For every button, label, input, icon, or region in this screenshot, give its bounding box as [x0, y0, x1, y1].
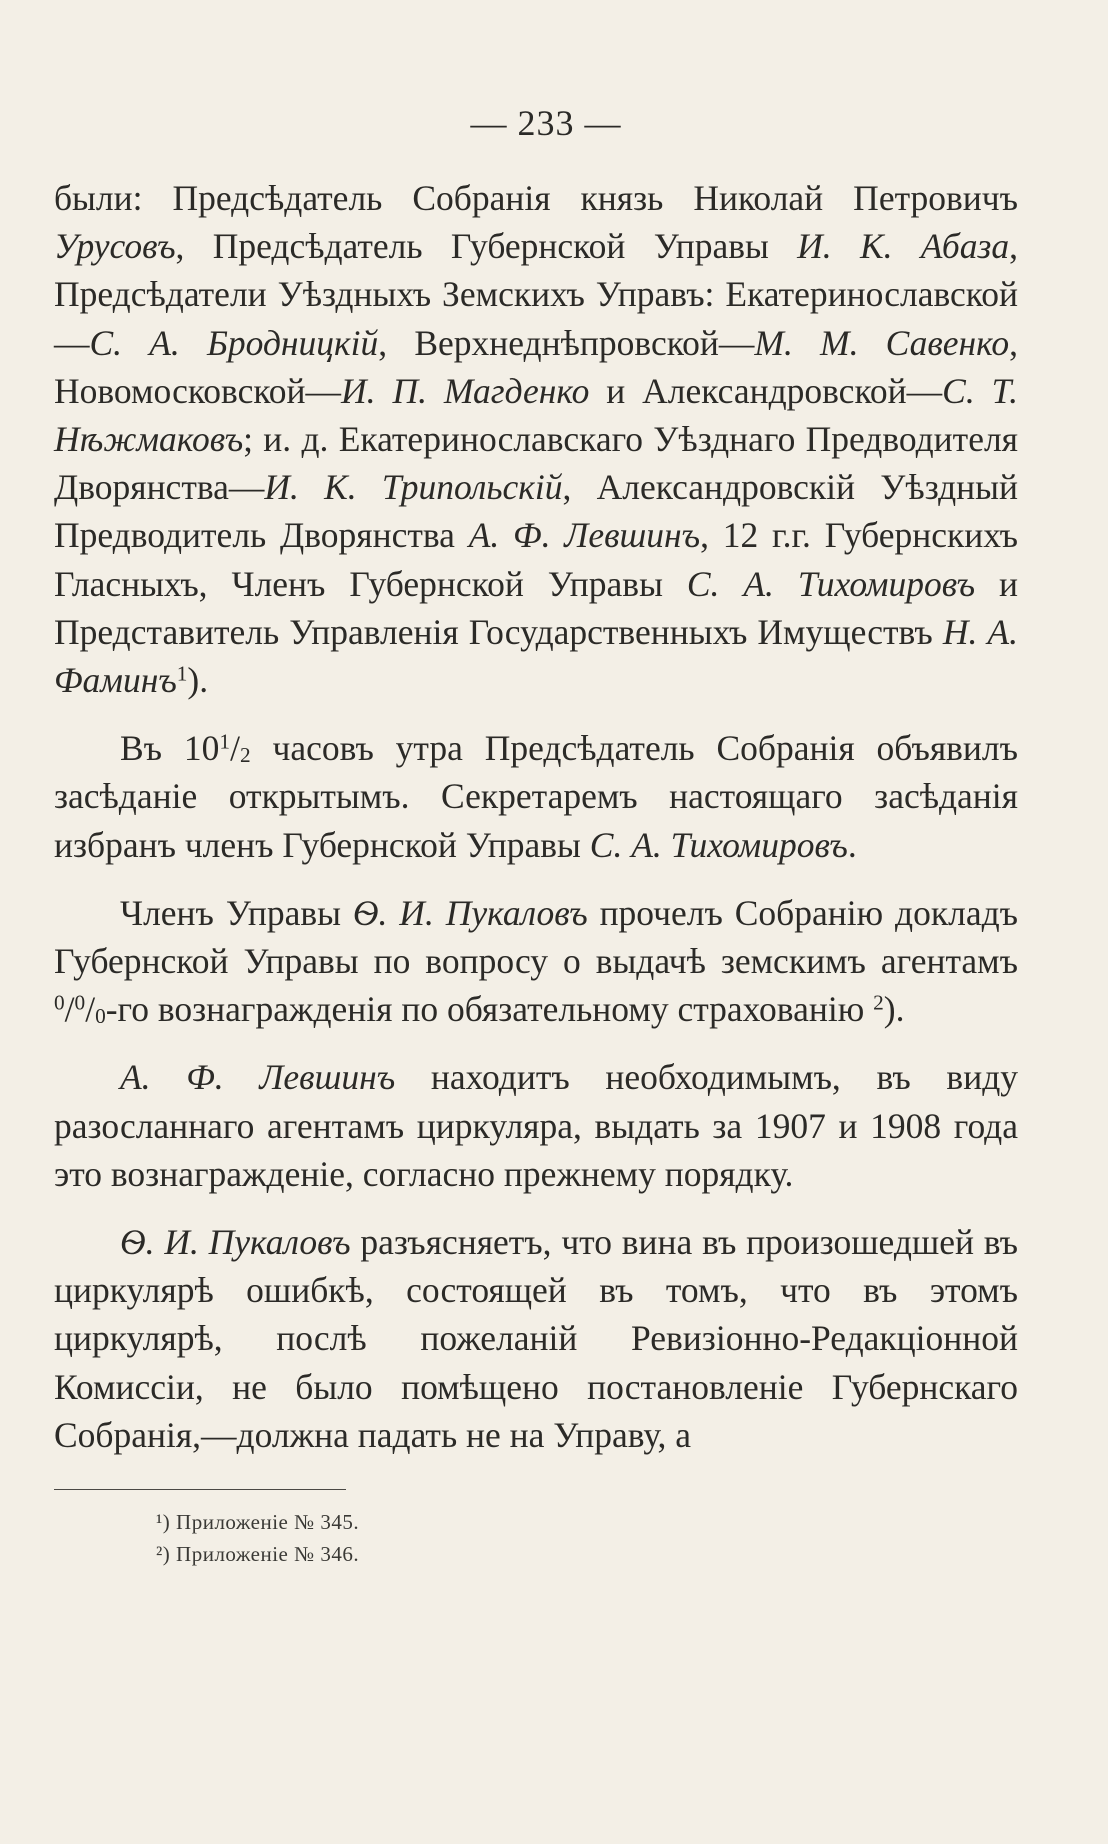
paragraph-report	[54, 889, 1018, 1034]
fraction-slash: /	[230, 728, 240, 769]
person-name: А. Ф. Левшинъ	[120, 1057, 396, 1098]
percent-sign-part: 0	[95, 1004, 106, 1029]
person-name: Ѳ. И. Пукаловъ	[120, 1222, 351, 1263]
person-name: С. А. Тихомировъ	[686, 563, 976, 604]
paragraph-levshin	[54, 1053, 1018, 1198]
footnote-ref-2[interactable]: 2	[873, 990, 884, 1015]
footnote-ref-1[interactable]: 1	[176, 661, 188, 686]
footnote-2	[54, 1538, 1018, 1570]
text: , Предсѣдатель Губернской Управы	[175, 226, 798, 267]
text: и Александровской—	[589, 370, 943, 411]
text: , 12 г.г. Губернскихъ Гласныхъ, Членъ Губернской Управы	[54, 515, 1019, 604]
footnote-text: Приложеніе № 346.	[176, 1542, 360, 1567]
percent-sign-part: /	[85, 989, 96, 1030]
text: , Предсѣдатели Уѣздныхъ Земскихъ Управъ: Екатеринославской—	[54, 226, 1018, 363]
fraction-denominator: 2	[239, 743, 251, 768]
text: .	[847, 824, 857, 865]
paragraph-attendees	[54, 174, 1018, 704]
person-name: С. Т. Нѣжмаковъ	[54, 370, 1018, 460]
person-name: Урусовъ	[54, 226, 176, 267]
person-name: С. А. Бродницкій	[89, 322, 379, 363]
text: часовъ утра Предсѣдатель Собранія объявилъ засѣданіе открытымъ. Секретаремъ настоящаго засѣданія избранъ членъ Губернской Управы	[54, 728, 1018, 865]
person-name: С. А. Тихомировъ	[589, 824, 848, 865]
footnotes	[54, 1506, 1018, 1570]
person-name: М. М. Савенко	[754, 322, 1010, 363]
text: , Верхнеднѣпровской—	[378, 322, 755, 363]
text: находитъ необходимымъ, въ виду разосланнаго агентамъ циркуляра, выдать за 1907 и 1908 года это вознагражденіе, согласно прежнему порядку.	[54, 1057, 1019, 1194]
percent-sign-part: 0	[74, 990, 86, 1015]
text: прочелъ Собранію докладъ Губернской Управы по вопросу о выдачѣ земскимъ агентамъ	[54, 892, 1018, 982]
paragraph-opening	[54, 724, 1018, 869]
text: и Представитель Управленія Государственныхъ Имуществъ	[54, 563, 1019, 652]
person-name: Ѳ. И. Пукаловъ	[352, 892, 588, 933]
person-name: И. К. Трипольскій	[264, 467, 563, 508]
text: ; и. д. Екатеринославскаго Уѣзднаго Предводителя Дворянства—	[54, 419, 1018, 508]
footnote-text: Приложеніе № 345.	[176, 1510, 360, 1535]
percent-sign-part: 0	[54, 990, 65, 1015]
footnote-mark: ¹)	[156, 1510, 171, 1535]
fraction-numerator: 1	[219, 729, 231, 754]
footnote-1	[54, 1506, 1018, 1538]
text: разъясняетъ, что вина въ произошедшей въ циркулярѣ ошибкѣ, состоящей въ томъ, что въ этомъ циркулярѣ, послѣ пожеланій Ревизіонно-Редакціонной Комиссіи, не было помѣщено постановленіе Губернскаго Собранія,—должна падать не на Управу, а	[54, 1222, 1019, 1455]
percent-sign-part: /	[64, 989, 75, 1030]
paragraph-pukalov	[54, 1218, 1018, 1459]
footnote-divider	[54, 1489, 346, 1490]
text: Членъ Управы	[120, 892, 353, 933]
person-name: А. Ф. Левшинъ	[468, 515, 701, 556]
person-name: И. П. Магденко	[341, 370, 590, 411]
person-name: Н. А. Фаминъ	[54, 611, 1018, 701]
text: ).	[883, 989, 905, 1030]
text: Въ 10	[120, 728, 220, 769]
footnote-mark: ²)	[156, 1542, 171, 1567]
text: были: Предсѣдатель Собранія князь Николай Петровичъ	[54, 178, 1018, 218]
text: ).	[187, 660, 209, 701]
text: , Александровскій Уѣздный Предводитель Дворянства	[54, 467, 1018, 556]
text: , Новомосковской—	[54, 322, 1018, 411]
page-number: — 233 —	[470, 103, 622, 143]
person-name: И. К. Абаза	[797, 226, 1010, 267]
text: -го вознагражденія по обязательному страхованію	[105, 989, 874, 1030]
